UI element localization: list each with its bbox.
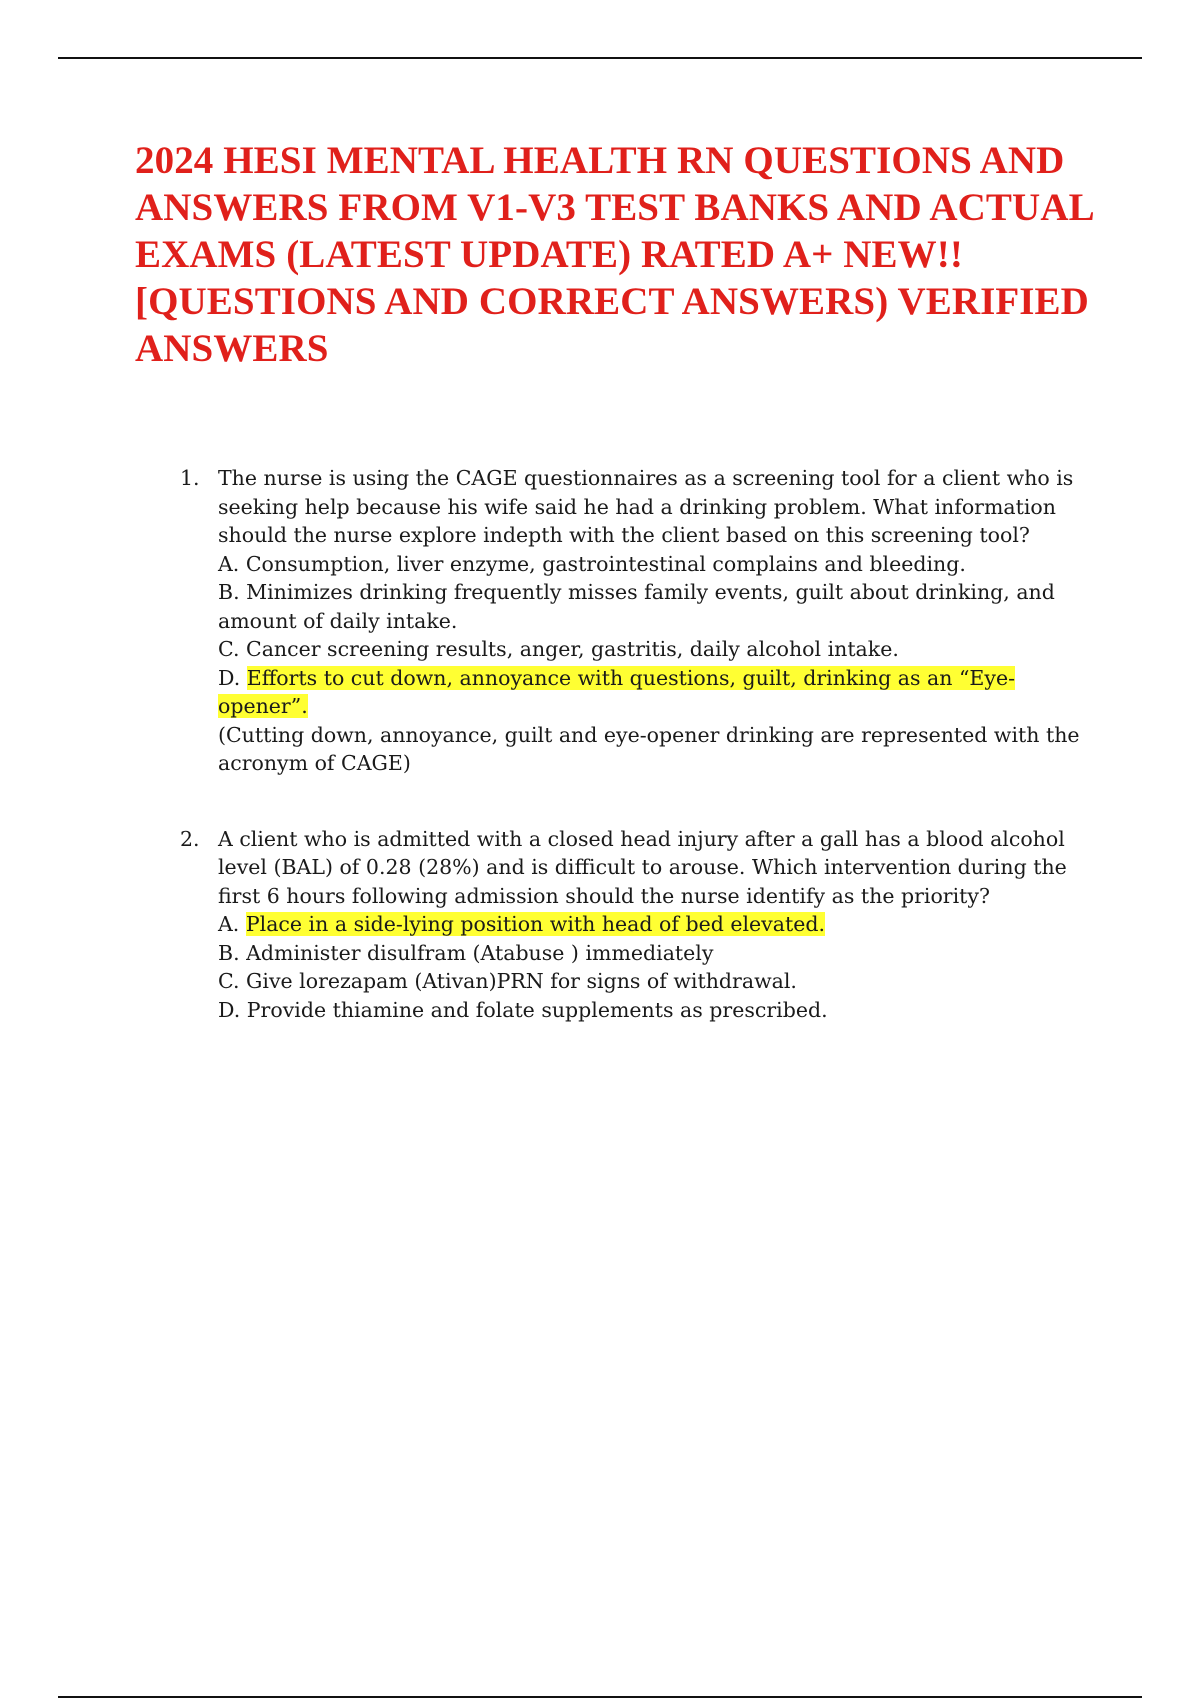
option-c [218,967,1100,996]
answer-rationale: (Cutting down, annoyance, guilt and eye-opener drinking are represented with the acronym of CAGE) [218,722,1080,775]
option-b [218,578,1100,635]
option-letter: B. [218,580,240,604]
option-text: Give lorezapam (Ativan)PRN for signs of withdrawal. [246,969,797,993]
option-text: Consumption, liver enzyme, gastrointestinal complains and bleeding. [245,551,966,576]
question-2 [180,825,1100,1025]
question-list [180,464,1100,1024]
option-text: Provide thiamine and folate supplements as prescribed. [246,997,828,1022]
option-c [218,635,1100,664]
option-letter: B. [218,940,240,965]
option-letter: A. [218,912,240,936]
question-number: 1. [180,466,200,490]
option-b [218,939,1100,968]
option-letter: D. [218,665,241,690]
bottom-rule [58,1696,1142,1698]
option-letter: D. [218,997,241,1022]
option-letter: C. [218,637,240,661]
correct-answer-highlight: Efforts to cut down, annoyance with questions, guilt, drinking as an “Eye-opener”. [218,665,1016,718]
option-a [218,910,1100,939]
option-letter: C. [218,969,240,993]
option-text: Cancer screening results, anger, gastritis, daily alcohol intake. [246,637,899,661]
question-1 [180,464,1100,778]
question-stem: A client who is admitted with a closed head injury after a gall has a blood alcohol level (BAL) of 0.28 (28%) and is difficult to arouse. Which intervention during the first 6 hours following admission should the nurse identify as the priority? [218,826,1067,908]
option-d [218,996,1100,1025]
option-letter: A. [218,551,240,576]
question-stem: The nurse is using the CAGE questionnaires as a screening tool for a client who is seeking help because his wife said he had a drinking problem. What information should the nurse explore indepth with the client based on this screening tool? [218,466,1074,547]
option-text: Administer disulfram (Atabuse ) immediately [246,940,714,965]
correct-answer-highlight: Place in a side-lying position with head of bed elevated. [245,912,825,936]
option-text: Minimizes drinking frequently misses family events, guilt about drinking, and amount of daily intake. [218,580,1055,633]
question-body [218,464,1100,778]
document-title: 2024 HESI MENTAL HEALTH RN QUESTIONS AND ANSWERS FROM V1-V3 TEST BANKS AND ACTUAL EXAMS (LATEST UPDATE) RATED A+ NEW!! [QUESTIONS AND CORRECT ANSWERS) VERIFIED ANSWERS [135,139,1093,370]
option-d [218,664,1100,721]
option-a [218,550,1100,579]
question-body [218,825,1100,1025]
question-number: 2. [180,826,200,851]
top-rule [58,57,1142,59]
